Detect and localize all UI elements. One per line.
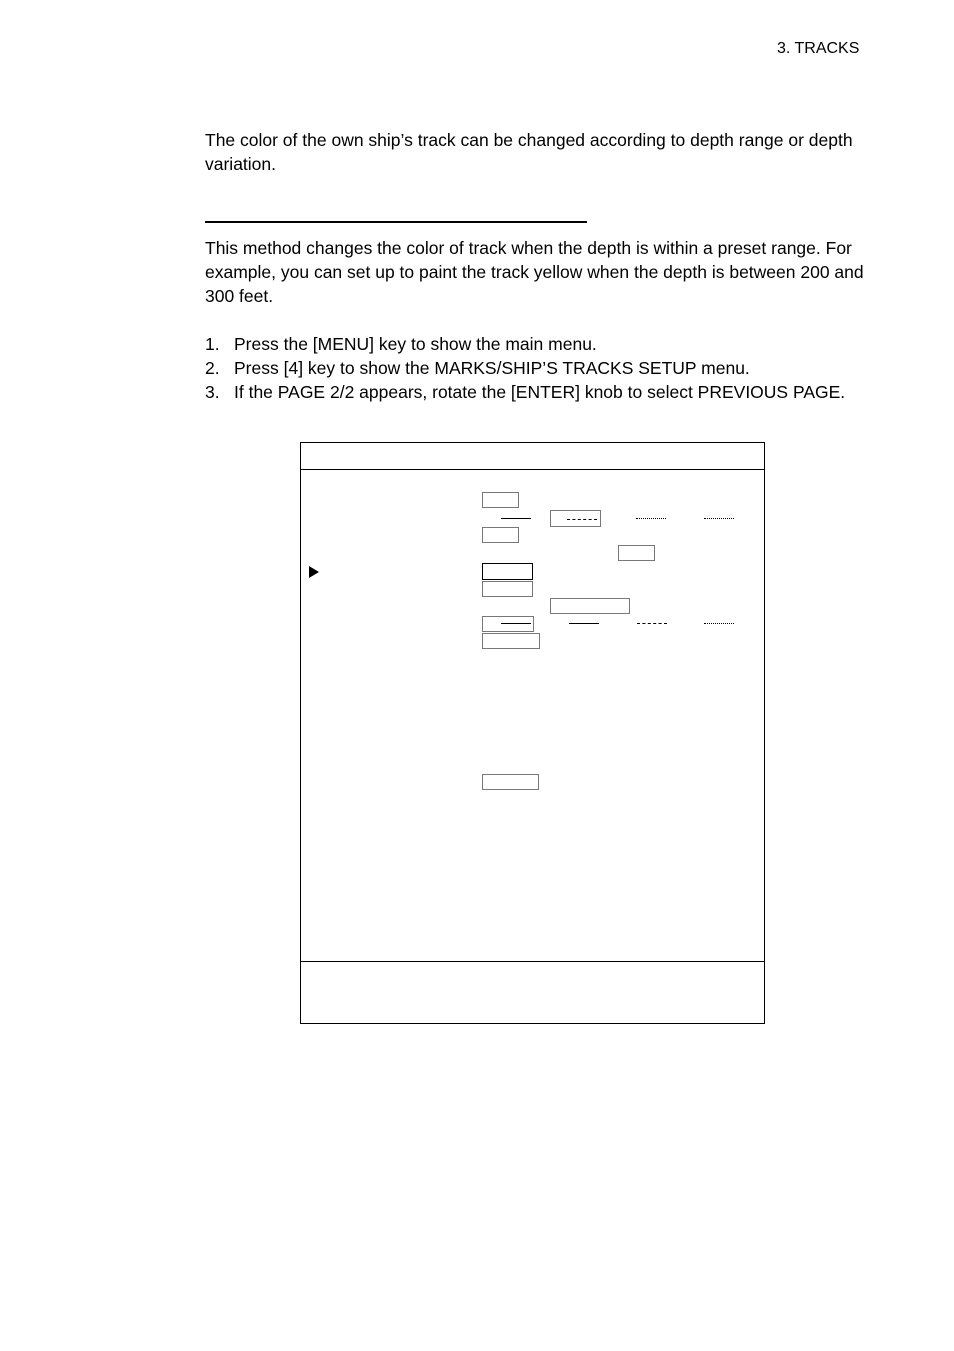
option-box-6[interactable] — [482, 633, 540, 649]
option-box-2[interactable] — [482, 527, 519, 543]
method-description: This method changes the color of track when the depth is within a preset range. For example, you can set up to paint the track yellow when the depth is between 200 and 300 feet. — [205, 238, 864, 306]
option-box-1[interactable] — [482, 492, 519, 508]
step-number: 2. — [205, 358, 220, 378]
line-style-option-solid[interactable] — [482, 616, 534, 632]
menu-footer-divider — [301, 961, 764, 962]
solid-line-style-icon — [569, 623, 599, 624]
step-number: 1. — [205, 334, 220, 354]
step-3 — [205, 380, 865, 404]
selected-option-box[interactable] — [482, 563, 533, 580]
cursor-arrow-icon — [309, 566, 319, 578]
step-text: If the PAGE 2/2 appears, rotate the [ENTER] knob to select PREVIOUS PAGE. — [234, 382, 846, 402]
solid-line-style-icon — [501, 518, 531, 519]
dash-dot-line-style-icon — [636, 518, 666, 519]
option-box-7[interactable] — [482, 774, 539, 790]
dash-dot-dot-line-style-icon — [704, 518, 734, 519]
step-text: Press the [MENU] key to show the main menu. — [234, 334, 597, 354]
dash-dot-line-style-icon — [704, 623, 734, 624]
dashed-line-style-icon — [637, 623, 667, 624]
option-box-3[interactable] — [618, 545, 655, 561]
option-box-4[interactable] — [482, 581, 533, 597]
step-2 — [205, 356, 865, 380]
procedure-steps — [205, 332, 865, 404]
solid-line-style-icon — [501, 623, 531, 624]
dashed-line-style-icon — [567, 519, 597, 520]
marks-ships-tracks-setup-menu-figure — [300, 442, 765, 1024]
step-1 — [205, 332, 865, 356]
running-header: 3. TRACKS — [777, 40, 860, 57]
intro-paragraph: The color of the own ship’s track can be changed according to depth range or depth variation. — [205, 130, 853, 174]
menu-title-divider — [301, 469, 764, 470]
step-number: 3. — [205, 382, 220, 402]
step-text: Press [4] key to show the MARKS/SHIP’S TRACKS SETUP menu. — [234, 358, 750, 378]
option-box-5[interactable] — [550, 598, 630, 614]
section-heading-underline — [205, 221, 587, 223]
